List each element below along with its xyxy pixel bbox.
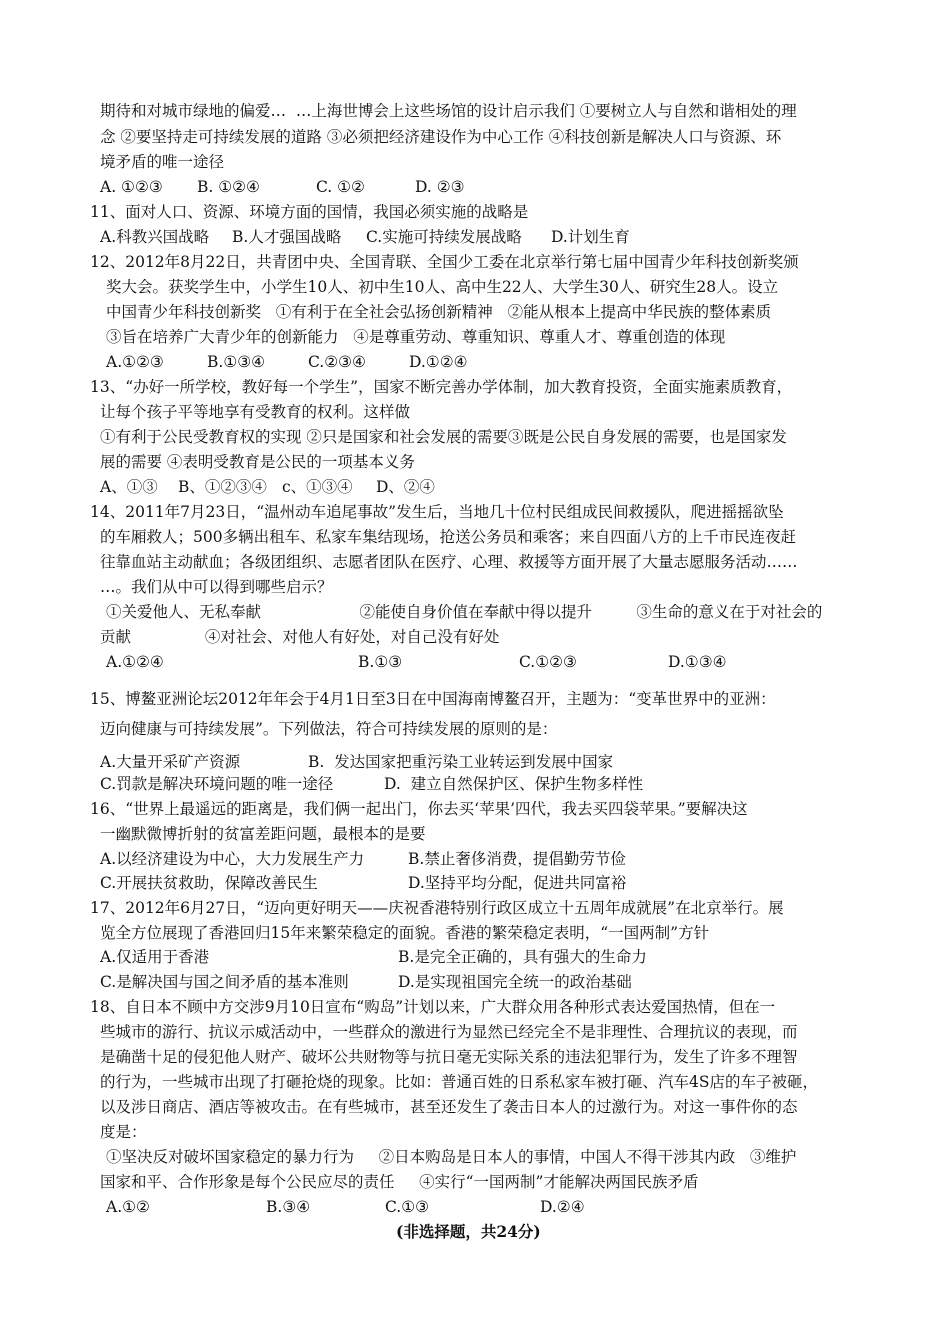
q17-line-2: 览全方位展现了香港回归15年来繁荣稳定的面貌。香港的繁荣稳定表明，“一国两制”方针 [100, 924, 710, 942]
q13-line-1: 13、“办好一所学校，教好每一个学生”，国家不断完善办学体制，加大教育投资，全面实施素质教育， [90, 378, 793, 396]
q11-stem: 11、面对人口、资源、环境方面的国情，我国必须实施的战略是 [90, 203, 529, 221]
q12-option-c: C.②③④ [308, 353, 366, 371]
q10-option-b: B. ①②④ [197, 178, 260, 196]
q14-line-6: 贡献 ④对社会、对他人有好处，对自己没有好处 [100, 628, 500, 646]
q11-option-a: A.科教兴国战略 [100, 228, 210, 246]
q15-option-a: A.大量开采矿产资源 [100, 753, 241, 771]
q14-line-3: 往靠血站主动献血；各级团组织、志愿者团队在医疗、心理、救援等方面开展了大量志愿服务活动…… [100, 553, 798, 571]
q13-option-b: B、①②③④ [178, 478, 267, 496]
q17-option-b: B.是完全正确的，具有强大的生命力 [398, 948, 647, 966]
q12-line-4: ③旨在培养广大青少年的创新能力 ④是尊重劳动、尊重知识、尊重人才、尊重创造的体现 [106, 328, 726, 346]
q18-line-5: 以及涉日商店、酒店等被攻击。在有些城市，甚至还发生了袭击日本人的过激行为。对这一事件你的态 [100, 1098, 798, 1116]
section-heading: (非选择题，共24分) [396, 1222, 541, 1241]
q12-option-d: D.①②④ [409, 353, 468, 371]
q17-line-1: 17、2012年6月27日，“迈向更好明天——庆祝香港特别行政区成立十五周年成就展”在北京举行。展 [90, 899, 784, 917]
q13-option-c: c、①③④ [282, 478, 353, 496]
q13-line-4: 展的需要 ④表明受教育是公民的一项基本义务 [100, 453, 415, 471]
q18-line-2: 些城市的游行、抗议示威活动中，一些群众的激进行为显然已经完全不是非理性、合理抗议的表现，而 [100, 1023, 798, 1041]
q13-line-2: 让每个孩子平等地享有受教育的权利。这样做 [100, 403, 411, 421]
q16-option-c: C.开展扶贫救助，保障改善民生 [100, 874, 318, 892]
q13-option-a: A、①③ [100, 478, 158, 496]
q15-option-b: B. 发达国家把重污染工业转运到发展中国家 [308, 753, 614, 771]
q10-option-a: A. ①②③ [100, 178, 163, 196]
q15-line-2: 迈向健康与可持续发展”。下列做法，符合可持续发展的原则的是： [100, 720, 558, 738]
q12-option-b: B.①③④ [207, 353, 266, 371]
q18-line-4: 的行为，一些城市出现了打砸抢烧的现象。比如：普通百姓的日系私家车被打砸、汽车4S店的车子被砸， [100, 1073, 818, 1091]
q12-line-2: 奖大会。获奖学生中，小学生10人、初中生10人、高中生22人、大学生30人、研究生28人。设立 [106, 278, 779, 296]
q14-line-2: 的车厢救人；500多辆出租车、私家车集结现场，抢送公务员和乘客；来自四面八方的上千市民连夜赶 [100, 528, 797, 546]
q13-line-3: ①有利于公民受教育权的实现 ②只是国家和社会发展的需要③既是公民自身发展的需要，也是国家发 [100, 428, 787, 446]
q18-line-8: 国家和平、合作形象是每个公民应尽的责任 ④实行“一国两制”才能解决两国民族矛盾 [100, 1173, 699, 1191]
q14-option-a: A.①②④ [106, 653, 164, 671]
q18-line-6: 度是： [100, 1123, 147, 1141]
q12-line-3: 中国青少年科技创新奖 ①有利于在全社会弘扬创新精神 ②能从根本上提高中华民族的整体素质 [106, 303, 772, 321]
q15-line-1: 15、博鳌亚洲论坛2012年年会于4月1日至3日在中国海南博鳌召开，主题为：“变革世界中的亚洲： [90, 690, 776, 708]
q14-line-4: …。我们从中可以得到哪些启示？ [100, 578, 333, 596]
q12-line-1: 12、2012年8月22日，共青团中央、全国青联、全国少工委在北京举行第七届中国青少年科技创新奖颁 [90, 253, 799, 271]
q16-option-d: D.坚持平均分配，促进共同富裕 [408, 874, 627, 892]
q18-option-a: A.①② [106, 1198, 150, 1216]
q13-option-d: D、②④ [376, 478, 435, 496]
q10-line-3: 境矛盾的唯一途径 [100, 153, 225, 171]
q14-line-1: 14、2011年7月23日，“温州动车追尾事故”发生后，当地几十位村民组成民间救援队，爬进摇摇欲坠 [90, 503, 784, 521]
q17-option-a: A.仅适用于香港 [100, 948, 210, 966]
q10-option-d: D. ②③ [415, 178, 465, 196]
q16-line-1: 16、“世界上最遥远的距离是，我们俩一起出门，你去买‘苹果’四代，我去买四袋苹果。”要解决这 [90, 800, 748, 818]
q14-option-d: D.①③④ [668, 653, 727, 671]
q18-line-7: ①坚决反对破坏国家稳定的暴力行为 ②日本购岛是日本人的事情，中国人不得干涉其内政 ③维护 [106, 1148, 797, 1166]
q18-option-d: D.②④ [540, 1198, 585, 1216]
q17-option-c: C.是解决国与国之间矛盾的基本准则 [100, 973, 349, 991]
q16-option-a: A.以经济建设为中心，大力发展生产力 [100, 850, 365, 868]
q10-line-1: 期待和对城市绿地的偏爱… …上海世博会上这些场馆的设计启示我们 ①要树立人与自然和谐相处的理 [100, 102, 797, 120]
q17-option-d: D.是实现祖国完全统一的政治基础 [398, 973, 632, 991]
q15-option-d: D. 建立自然保护区、保护生物多样性 [384, 775, 644, 793]
q12-option-a: A.①②③ [106, 353, 164, 371]
q15-option-c: C.罚款是解决环境问题的唯一途径 [100, 775, 334, 793]
q18-line-3: 是确凿十足的侵犯他人财产、破坏公共财物等与抗日毫无实际关系的违法犯罪行为，发生了许多不理智 [100, 1048, 798, 1066]
q18-line-1: 18、自日本不顾中方交涉9月10日宣布“购岛”计划以来，广大群众用各种形式表达爱国热情，但在一 [90, 998, 776, 1016]
q11-option-d: D.计划生育 [551, 228, 630, 246]
q16-line-2: 一幽默微博折射的贫富差距问题，最根本的是要 [100, 825, 426, 843]
q14-line-5: ①关爱他人、无私奉献 ②能使自身价值在奉献中得以提升 ③生命的意义在于对社会的 [106, 603, 823, 621]
q11-option-c: C.实施可持续发展战略 [366, 228, 522, 246]
q11-option-b: B.人才强国战略 [232, 228, 342, 246]
q10-option-c: C. ①② [316, 178, 365, 196]
q10-line-2: 念 ②要坚持走可持续发展的道路 ③必须把经济建设作为中心工作 ④科技创新是解决人口与资源、环 [100, 128, 782, 146]
q16-option-b: B.禁止奢侈消费，提倡勤劳节俭 [408, 850, 626, 868]
q14-option-b: B.①③ [358, 653, 403, 671]
q18-option-b: B.③④ [266, 1198, 311, 1216]
q18-option-c: C.①③ [385, 1198, 430, 1216]
q14-option-c: C.①②③ [519, 653, 577, 671]
